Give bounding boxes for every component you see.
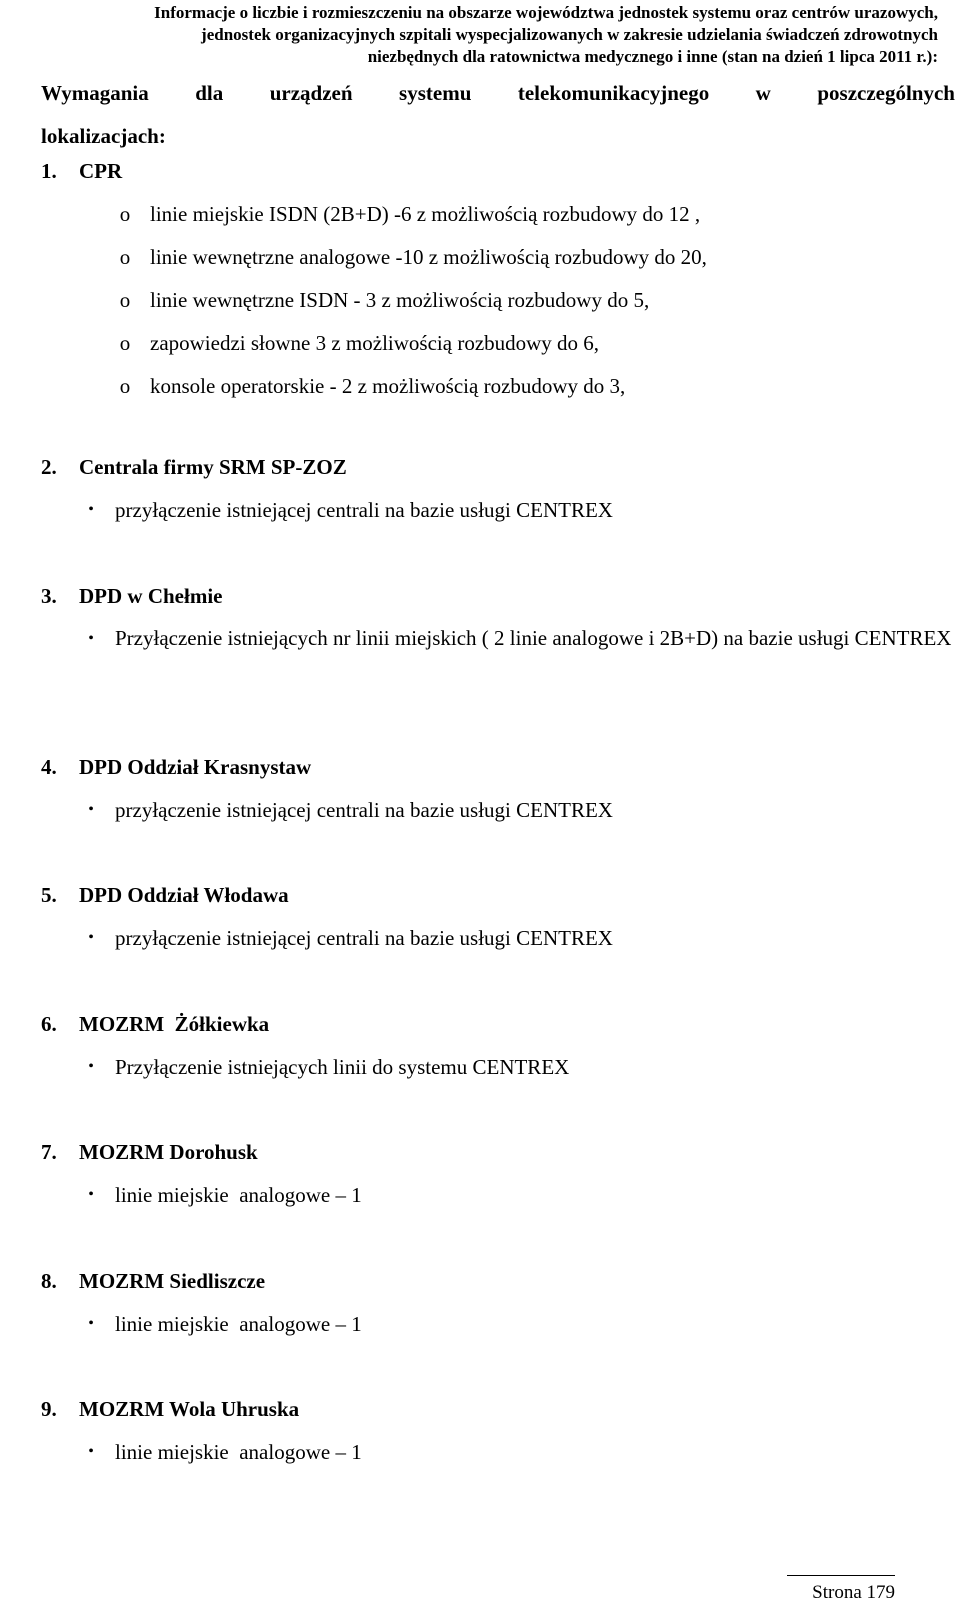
circle-bullet-icon: o bbox=[119, 331, 131, 355]
list-item bbox=[41, 1054, 955, 1080]
section-heading bbox=[41, 583, 955, 609]
section-heading bbox=[41, 754, 955, 780]
running-header bbox=[18, 2, 938, 68]
list-item-text: Przyłączenie istniejących nr linii miejskich ( 2 linie analogowe i 2B+D) na bazie usługi CENTREX bbox=[115, 626, 952, 650]
section-heading bbox=[41, 158, 955, 184]
list-item-text: konsole operatorskie - 2 z możliwością rozbudowy do 3, bbox=[150, 374, 626, 398]
section-number: 1. bbox=[41, 159, 57, 183]
list-item bbox=[41, 1439, 955, 1465]
list-item bbox=[41, 201, 955, 227]
section-title: DPD Oddział Krasnystaw bbox=[79, 755, 312, 779]
section-cpr bbox=[41, 158, 955, 399]
page-number: Strona 179 bbox=[812, 1582, 895, 1603]
section-number: 2. bbox=[41, 455, 57, 479]
list-item bbox=[41, 287, 955, 313]
requirements-title-line-1: Wymagania dla urządzeń systemu telekomunikacyjnego w poszczególnych bbox=[41, 81, 955, 105]
list-item bbox=[41, 617, 955, 660]
section-number: 6. bbox=[41, 1012, 57, 1036]
section-heading bbox=[41, 1139, 955, 1165]
list-item-text: przyłączenie istniejącej centrali na bazie usługi CENTREX bbox=[115, 926, 613, 950]
section-number: 5. bbox=[41, 883, 57, 907]
circle-bullet-icon: o bbox=[119, 202, 131, 226]
header-line-2: jednostek organizacyjnych szpitali wyspecjalizowanych w zakresie udzielania świadczeń zdrowotnych bbox=[201, 25, 938, 44]
bullet-icon: • bbox=[88, 801, 94, 818]
list-item-text: linie miejskie analogowe – 1 bbox=[115, 1312, 362, 1336]
circle-bullet-icon: o bbox=[119, 288, 131, 312]
list-item-text: linie miejskie ISDN (2B+D) -6 z możliwością rozbudowy do 12 , bbox=[150, 202, 701, 226]
bullet-icon: • bbox=[88, 1058, 94, 1075]
list-item-text: linie wewnętrzne analogowe -10 z możliwością rozbudowy do 20, bbox=[150, 245, 707, 269]
circle-bullet-icon: o bbox=[119, 245, 131, 269]
section-mozrm-zolkiewka bbox=[41, 1011, 955, 1080]
list-item bbox=[41, 925, 955, 951]
section-mozrm-dorohusk bbox=[41, 1139, 955, 1208]
requirements-title bbox=[41, 72, 955, 158]
section-title: CPR bbox=[79, 159, 123, 183]
section-heading bbox=[41, 882, 955, 908]
list-item bbox=[41, 373, 955, 399]
bullet-icon: • bbox=[88, 501, 94, 518]
section-dpd-chelm bbox=[41, 583, 955, 660]
list-item-text: linie miejskie analogowe – 1 bbox=[115, 1183, 362, 1207]
section-title: DPD w Chełmie bbox=[79, 584, 223, 608]
section-title: DPD Oddział Włodawa bbox=[79, 883, 289, 907]
list-item-text: przyłączenie istniejącej centrali na bazie usługi CENTREX bbox=[115, 798, 613, 822]
bullet-icon: • bbox=[88, 1315, 94, 1332]
section-title: MOZRM Siedliszcze bbox=[79, 1269, 266, 1293]
section-centrala-srm bbox=[41, 454, 955, 523]
section-dpd-wlodawa bbox=[41, 882, 955, 951]
section-number: 3. bbox=[41, 584, 57, 608]
list-item-text: linie miejskie analogowe – 1 bbox=[115, 1440, 362, 1464]
list-item bbox=[41, 244, 955, 270]
bullet-icon: • bbox=[88, 929, 94, 946]
section-number: 4. bbox=[41, 755, 57, 779]
bullet-icon: • bbox=[88, 630, 94, 647]
list-item bbox=[41, 1182, 955, 1208]
footer-divider bbox=[787, 1575, 895, 1576]
bullet-icon: • bbox=[88, 1443, 94, 1460]
section-heading bbox=[41, 1011, 955, 1037]
section-number: 9. bbox=[41, 1397, 57, 1421]
section-number: 7. bbox=[41, 1140, 57, 1164]
header-line-3: niezbędnych dla ratownictwa medycznego i inne (stan na dzień 1 lipca 2011 r.): bbox=[367, 47, 938, 66]
section-heading bbox=[41, 1396, 955, 1422]
section-dpd-krasnystaw bbox=[41, 754, 955, 823]
section-heading bbox=[41, 1268, 955, 1294]
section-mozrm-siedliszcze bbox=[41, 1268, 955, 1337]
requirements-title-line-2: lokalizacjach: bbox=[41, 124, 166, 148]
list-item bbox=[41, 497, 955, 523]
list-item-text: przyłączenie istniejącej centrali na bazie usługi CENTREX bbox=[115, 498, 613, 522]
section-title: Centrala firmy SRM SP-ZOZ bbox=[79, 455, 347, 479]
section-title: MOZRM Wola Uhruska bbox=[79, 1397, 300, 1421]
header-line-1: Informacje o liczbie i rozmieszczeniu na obszarze województwa jednostek systemu oraz centrów urazowych, bbox=[154, 3, 938, 22]
section-title: MOZRM Dorohusk bbox=[79, 1140, 258, 1164]
section-mozrm-wola-uhruska bbox=[41, 1396, 955, 1465]
section-heading bbox=[41, 454, 955, 480]
section-number: 8. bbox=[41, 1269, 57, 1293]
list-item-text: linie wewnętrzne ISDN - 3 z możliwością rozbudowy do 5, bbox=[150, 288, 650, 312]
list-item bbox=[41, 797, 955, 823]
circle-bullet-icon: o bbox=[119, 374, 131, 398]
list-item bbox=[41, 1311, 955, 1337]
section-title: MOZRM Żółkiewka bbox=[79, 1012, 270, 1036]
list-item bbox=[41, 330, 955, 356]
list-item-text: zapowiedzi słowne 3 z możliwością rozbudowy do 6, bbox=[150, 331, 600, 355]
list-item-text: Przyłączenie istniejących linii do systemu CENTREX bbox=[115, 1055, 570, 1079]
bullet-icon: • bbox=[88, 1186, 94, 1203]
